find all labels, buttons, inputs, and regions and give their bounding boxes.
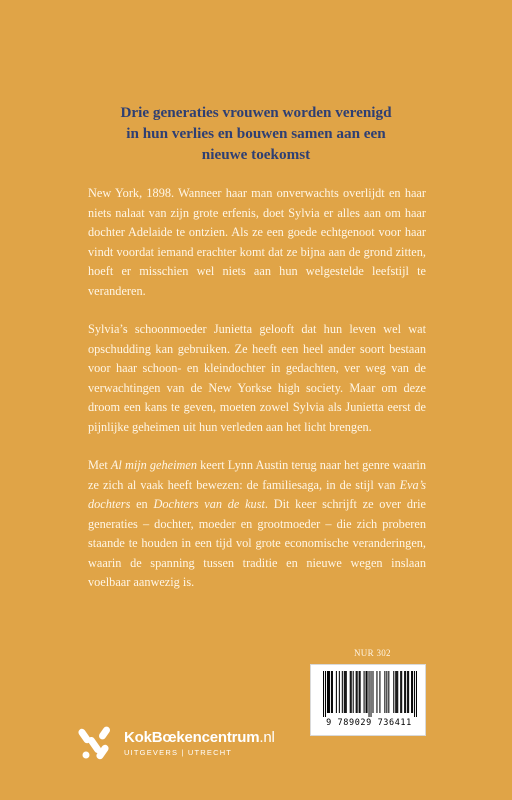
barcode-bar <box>404 671 405 713</box>
book-title: Dochters van de kust <box>153 497 265 511</box>
tagline-line: in hun verlies en bouwen samen aan een <box>126 125 386 142</box>
barcode-bar <box>323 671 324 717</box>
barcode-bar <box>344 671 345 713</box>
publisher-name <box>124 729 275 746</box>
blurb <box>88 184 426 612</box>
barcode-bar <box>366 671 367 713</box>
barcode-bar <box>408 671 409 713</box>
blurb-text: keert Lynn Austin terug naar het genre waarin ze zich al vaak heeft bewezen: de familiesaga, in de stijl van <box>88 458 427 492</box>
barcode-bar <box>336 671 337 713</box>
barcode-bar <box>393 671 394 713</box>
barcode-bar <box>407 671 408 713</box>
publisher-subtitle: UITGEVERS | UTRECHT <box>124 748 233 757</box>
barcode-bar <box>379 671 380 713</box>
barcode-bar <box>325 671 326 717</box>
barcode-bar <box>411 671 412 713</box>
barcode-bar <box>386 671 387 713</box>
barcode-bar <box>397 671 398 713</box>
barcode-bar <box>331 671 332 713</box>
barcode-bar <box>372 671 373 713</box>
barcode-bar <box>328 671 329 713</box>
barcode-bar <box>364 671 365 713</box>
barcode-bar <box>400 671 401 713</box>
barcode-bar <box>327 671 328 713</box>
barcode-bar <box>414 671 415 717</box>
barcode-bar <box>351 671 352 713</box>
barcode-bar <box>356 671 357 713</box>
book-title: Al mijn geheimen <box>110 458 198 472</box>
tagline <box>80 102 432 165</box>
barcode-bar <box>405 671 406 713</box>
barcode-bar <box>342 671 343 713</box>
barcode-bar <box>350 671 351 713</box>
barcode-bar <box>416 671 417 717</box>
barcode-bar <box>395 671 396 713</box>
barcode-bar <box>396 671 397 713</box>
barcode-bar <box>369 671 370 717</box>
barcode-bar <box>329 671 330 713</box>
barcode-bar <box>360 671 361 713</box>
tagline-line: nieuwe toekomst <box>201 146 311 163</box>
barcode-bar <box>376 671 377 713</box>
barcode-bar <box>359 671 360 713</box>
nur-code: NUR 302 <box>354 648 391 658</box>
publisher-name-tld: .nl <box>259 729 275 746</box>
barcode-bar <box>367 671 368 713</box>
publisher-wordmark <box>124 729 275 757</box>
barcode-bar <box>345 671 346 713</box>
barcode-bar <box>357 671 358 713</box>
publisher-logo-icon <box>77 722 119 764</box>
blurb-paragraph-1: New York, 1898. Wanneer haar man onverwachts overlijdt en haar niets nalaat van zijn grote erfenis, doet Sylvia er alles aan om haar dochter Adelaide te ontzien. Als ze een goede echtgenoot voor haar vindt voordat iemand erachter komt dat ze bijna aan de grond zitten, hoeft er misschien wel niets aan hun welgestelde leefstijl te veranderen. <box>88 186 426 298</box>
barcode-bar <box>353 671 354 713</box>
book-title: Eva’s dochters <box>88 477 426 511</box>
barcode-digits: 9 789029 736411 <box>326 718 412 728</box>
blurb-text: en <box>130 497 154 511</box>
barcode-bar <box>370 671 371 717</box>
barcode-bar <box>339 671 340 713</box>
publisher-name-main: KokBœkencentrum <box>124 729 260 746</box>
barcode-bar <box>346 671 347 713</box>
barcode-bar <box>412 671 413 713</box>
barcode <box>310 664 426 736</box>
blurb-text: Met <box>88 458 111 472</box>
blurb-text: . Dit keer schrijft ze over drie generaties – dochter, moeder en grootmoeder – die zich proberen staande te houden in een tijd vol grote economische veranderingen, waarin de spanning tussen traditie en nieuwe wegen inslaan voelbaar aanwezig is. <box>88 497 427 589</box>
barcode-bar <box>384 671 385 713</box>
barcode-bar <box>388 671 389 713</box>
blurb-paragraph-2: Sylvia’s schoonmoeder Junietta gelooft dat hun leven wel wat opschudding kan gebruiken. Ze heeft een heel ander soort bestaan voor haar schoon- en kleindochter in gedachten, ver weg van de verwachtingen van de New Yorkse high society. Maar om deze droom een kans te geven, moeten zowel Sylvia als Junietta eerst de pijnlijke geheimen uit hun verleden aan het licht brengen. <box>88 322 426 434</box>
tagline-line: Drie generaties vrouwen worden verenigd <box>120 104 392 121</box>
blurb-paragraph-3 <box>88 456 426 593</box>
barcode-bar <box>401 671 402 713</box>
barcode-bars <box>323 671 417 717</box>
barcode-bar <box>332 671 333 713</box>
